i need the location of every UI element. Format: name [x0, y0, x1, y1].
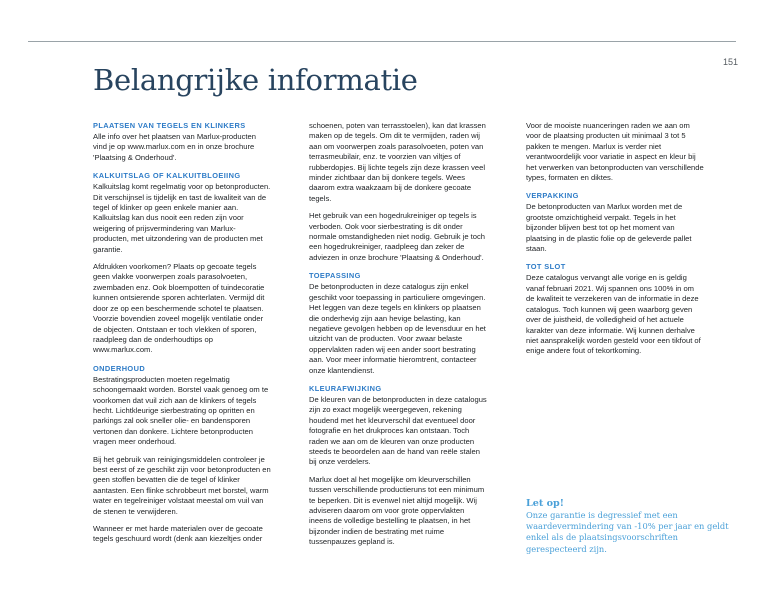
column-left	[93, 121, 271, 553]
paragraph: Bestratingsproducten moeten regelmatig schoongemaakt worden. Borstel vaak genoeg om te voorkomen dat vuil zich aan de klinkers of tegels hecht. Lichtkleurige sierbestrating op opritten en parkings zal ook sneller olie- en bandensporen vertonen dan donkere. Lichtere betonproducten vragen meer onderhoud.	[93, 374, 269, 447]
page-title: Belangrijke informatie	[93, 63, 418, 97]
paragraph: Het gebruik van een hogedrukreiniger op tegels is verboden. Ook voor sierbestrating is dit onder normale omstandigheden niet nodig. Gebruik je toch een hogedrukreiniger, raadpleeg dan zeker de adviezen in onze brochure 'Plaatsing & Onderhoud'.	[309, 211, 486, 262]
section-heading: KLEURAFWIJKING	[309, 383, 382, 393]
callout-title: Let op!	[526, 498, 564, 509]
section-kalkuitslag	[93, 171, 271, 356]
section-plaatsen	[93, 121, 271, 163]
paragraph: Marlux doet al het mogelijke om kleurverschillen tussen verschillende productieruns tot een minimum te beperken. Dit is evenwel niet altijd mogelijk. Wij adviseren daarom om voor grote oppervlakten ineens de volledige bestelling te plaatsen, in het bijzonder indien de bestrating met ruime tussenpauzes gepland is.	[309, 474, 485, 547]
section-heading: KALKUITSLAG OF KALKUITBLOEIING	[93, 171, 241, 181]
section-heading: ONDERHOUD	[93, 363, 146, 373]
section-onderhoud	[93, 364, 271, 545]
column-middle	[309, 121, 487, 556]
paragraph: Kalkuitslag komt regelmatig voor op betonproducten. Dit verschijnsel is tijdelijk en tast de kwaliteit van de tegel of klinker op geen enkele manier aan. Kalkuitslag kan dus nooit een reden zijn voor weigering of prijsvermindering van Marlux-producten, met uitzondering van de producten met garantie.	[93, 182, 271, 254]
section-verpakking	[526, 191, 704, 254]
paragraph: Bij het gebruik van reinigingsmiddelen controleer je best eerst of ze geschikt zijn voor betonproducten en geen stoffen bevatten die de tegel of klinker aantasten. Een flinke schrobbeurt met borstel, warm water en tegelreiniger volstaat meestal om vuil van de stenen te verwijderen.	[93, 454, 271, 516]
paragraph: De kleuren van de betonproducten in deze catalogus zijn zo exact mogelijk weergegeven, rekening houdend met het kleurverschil dat eventueel door fotografie en het drukproces kan ontstaan. Toch raden we aan om de kleuren van onze producten steeds te beoordelen aan de hand van reële stalen bij onze verdelers.	[309, 394, 487, 467]
callout-text: Onze garantie is degressief met een waardevermindering van -10% per jaar en geldt enkel als de plaatsingsvoorschriften gerespecteerd zijn.	[526, 510, 729, 554]
top-divider	[28, 41, 736, 42]
section-toepassing	[309, 271, 487, 376]
section-onderhoud-continued	[309, 121, 487, 263]
paragraph: Deze catalogus vervangt alle vorige en is geldig vanaf februari 2021. Wij spannen ons 100% in om de kwaliteit te verzekeren van de informatie in deze catalogus. Toch kunnen wij geen waarborg geven over de juistheid, de volledigheid of het actuele karakter van deze informatie. Wij kunnen derhalve niet aansprakelijk worden gesteld voor een tikfout of enige andere fout of tekortkoming.	[526, 273, 701, 356]
paragraph: Alle info over het plaatsen van Marlux-producten vind je op www.marlux.com en in onze brochure 'Plaatsing & Onderhoud'.	[93, 132, 256, 162]
paragraph: schoenen, poten van terrasstoelen), kan dat krassen maken op de tegels. Om dit te vermijden, raden wij aan om voorwerpen zoals parasolvoeten, poten van terrasmeubilair, enz. te voorzien van viltjes of rubberdopjes. Bij lichte tegels zijn deze krassen veel minder zichtbaar dan bij donkere tegels. Wees daarom extra waakzaam bij de donkere gecoate tegels.	[309, 121, 486, 203]
paragraph: De betonproducten van Marlux worden met de grootste omzichtigheid verpakt. Tegels in het bijzonder blijven best tot op het moment van plaatsing in de plastic folie op de geleverde pallet staan.	[526, 202, 692, 254]
section-heading: VERPAKKING	[526, 191, 579, 201]
section-heading: PLAATSEN VAN TEGELS EN KLINKERS	[93, 121, 246, 130]
warning-callout	[526, 498, 731, 555]
paragraph: Voor de mooiste nuanceringen raden we aan om voor de plaatsing producten uit minimaal 3 tot 5 pakken te mengen. Marlux is verder niet verantwoordelijk voor variatie in aspect en kleur bij het verwerken van betonproducten van verschillende types, formaten en diktes.	[526, 121, 704, 183]
paragraph: Wanneer er met harde materialen over de gecoate tegels geschuurd wordt (denk aan kiezeltjes onder	[93, 524, 263, 544]
paragraph: De betonproducten in deze catalogus zijn enkel geschikt voor toepassing in particuliere omgevingen. Het leggen van deze tegels en klinkers op plaatsen die onderhevig zijn aan hevige belasting, kan negatieve gevolgen hebben op de levensduur en het uitzicht van de producten. Voor zwaar belaste oppervlakten raden wij een ander soort bestrating aan. Voor meer informatie hieromtrent, contacteer onze klantendienst.	[309, 282, 486, 375]
section-kleurafwijking	[309, 384, 487, 548]
section-heading: TOEPASSING	[309, 271, 361, 281]
page-number: 151	[722, 57, 738, 67]
paragraph: Afdrukken voorkomen? Plaats op gecoate tegels geen vlakke voorwerpen zoals parasolvoeten, zwembaden enz. Ook bloempotten of tuindecoratie kunnen ontsierende sporen achterlaten. Vermijd dit door ze op een beschermende schotel te plaatsen. Voorzie bovendien zoveel mogelijk ventilatie onder de objecten. Ontstaan er toch vlekken of sporen, raadpleeg dan de onderhoudtips op www.marlux.com.	[93, 262, 265, 355]
section-tot-slot	[526, 262, 704, 356]
section-heading: TOT SLOT	[526, 262, 566, 272]
column-right	[526, 121, 704, 365]
section-kleurafwijking-continued	[526, 121, 704, 183]
